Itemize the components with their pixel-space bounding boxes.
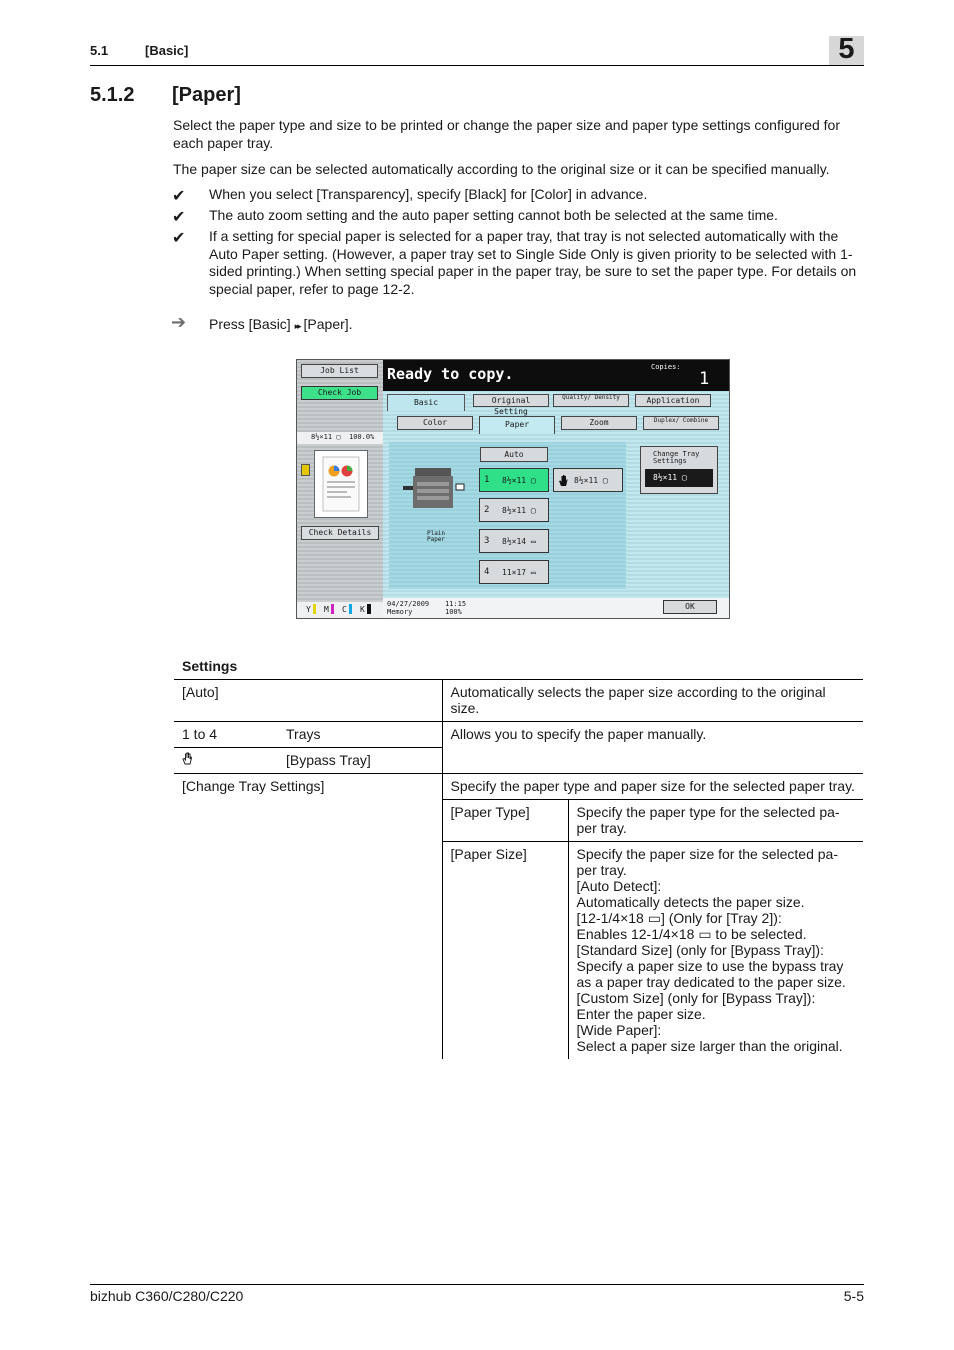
toner-black-label: K: [360, 605, 365, 614]
paper-size-line: Enter the paper size.: [576, 1006, 706, 1022]
tray-1-size: 8½×11 ▢: [502, 476, 536, 485]
tray-4-number: 4: [484, 567, 490, 577]
preview-thumbnail: [314, 450, 368, 518]
table-row: [174, 722, 863, 748]
tray-2-size: 8½×11 ▢: [502, 506, 536, 515]
header-rule: [90, 65, 864, 66]
setting-trays-label: Trays: [278, 722, 442, 748]
chapter-number: 5: [838, 33, 855, 65]
setting-bypass-tray: [Bypass Tray]: [278, 748, 442, 774]
footer-model: bizhub C360/C280/C220: [90, 1288, 244, 1304]
toner-yellow-label: Y: [306, 605, 311, 614]
table-row: [174, 774, 863, 800]
tray-3-button[interactable]: [479, 529, 549, 553]
settings-table: [174, 679, 863, 1059]
header-section-title: [Basic]: [145, 43, 189, 58]
check-job-button[interactable]: Check Job: [301, 386, 378, 400]
setting-paper-size: [Paper Size]: [442, 842, 568, 1060]
toner-black-icon: [367, 604, 371, 614]
page-title: [90, 84, 241, 107]
message-bar: [383, 360, 729, 391]
check-item-1: When you select [Transparency], specify [Black] for [Color] in advance.: [209, 186, 648, 202]
step-instruction: [209, 316, 353, 336]
date-display: 04/27/2009: [387, 600, 430, 608]
setting-paper-type-description: Specify the paper type for the selected pa-per tray.: [576, 804, 840, 836]
tab-application[interactable]: Application: [635, 394, 711, 407]
setting-auto-description: Automatically selects the paper size according to the original size.: [450, 684, 826, 716]
toner-bar: [297, 602, 383, 618]
original-icon: [301, 464, 310, 476]
paper-size-line: Automatically detects the paper size.: [576, 894, 805, 910]
setting-manual-description: Allows you to specify the paper manually.: [450, 726, 707, 742]
check-mark-icon: ✔: [172, 230, 186, 247]
bypass-tray-button[interactable]: [553, 468, 623, 492]
title-number: 5.1.2: [90, 84, 135, 106]
step-arrow-icon: ➔: [171, 312, 187, 332]
tab-quality-density[interactable]: Quality/ Density: [553, 394, 629, 407]
toner-magenta-label: M: [324, 605, 329, 614]
paper-size-line: Specify a paper size to use the bypass tray as a paper tray dedicated to the paper size.: [576, 958, 846, 990]
plain-paper-label: Plain Paper: [426, 530, 446, 543]
check-mark-icon: ✔: [172, 209, 186, 226]
auto-paper-button[interactable]: Auto: [480, 447, 548, 462]
toner-cyan-label: C: [342, 605, 347, 614]
time-display: 11:15: [445, 600, 467, 608]
toner-magenta-icon: [331, 604, 334, 614]
bypass-hand-icon: [558, 474, 568, 487]
footer-page-number: 5-5: [843, 1288, 864, 1304]
setting-change-tray: [Change Tray Settings]: [174, 774, 442, 1060]
step-text-after: [Paper].: [303, 316, 353, 332]
change-tray-settings-button[interactable]: [640, 446, 718, 494]
paper-size-line: [Wide Paper]:: [576, 1022, 662, 1038]
toner-cyan-icon: [349, 604, 352, 614]
setting-change-tray-description: Specify the paper type and paper size for the selected paper tray.: [450, 778, 855, 794]
paper-size-line: [Standard Size] (only for [Bypass Tray]):: [576, 942, 824, 958]
subtab-duplex-combine[interactable]: Duplex/ Combine: [643, 416, 719, 430]
tray-3-number: 3: [484, 536, 490, 546]
tab-original-setting[interactable]: Original Setting: [473, 394, 549, 407]
copier-machine-icon: [401, 462, 469, 512]
setting-trays-range: 1 to 4: [182, 726, 218, 742]
bypass-tray-size: 8½×11 ▢: [574, 476, 608, 485]
paper-size-line: [Custom Size] (only for [Bypass Tray]):: [576, 990, 816, 1006]
tray-2-number: 2: [484, 505, 490, 515]
copies-value: 1: [699, 369, 710, 389]
tray-4-button[interactable]: [479, 560, 549, 584]
tray-4-size: 11×17 ▭: [502, 568, 536, 577]
footer-rule: [90, 1284, 864, 1285]
paper-size-line: [12-1/4×18 ▭] (Only for [Tray 2]):: [576, 910, 782, 926]
title-text: [Paper]: [172, 84, 241, 106]
check-mark-icon: ✔: [172, 188, 186, 205]
setting-paper-size-description: [568, 842, 863, 1060]
check-item-3: If a setting for special paper is selected for a paper tray, that tray is not selected automatically with the Auto Paper setting. (However, a paper tray set to Single Side Only is given priority to be selected with 1-sided printing.) When setting special paper in the paper tray, be sure to set the paper type. For details on special paper, refer to page 12-2.: [209, 228, 857, 297]
ok-button[interactable]: OK: [663, 600, 717, 614]
paper-size-line: Select a paper size larger than the original.: [576, 1038, 843, 1054]
subtab-zoom[interactable]: Zoom: [561, 416, 637, 430]
status-bar: [297, 432, 383, 444]
subtab-paper[interactable]: Paper: [479, 416, 555, 434]
change-tray-value: 8½×11 ▢: [653, 473, 687, 482]
copier-screen: [296, 359, 730, 619]
double-arrow-icon: ▸▸: [294, 321, 300, 331]
tray-1-number: 1: [484, 475, 490, 485]
ready-message: Ready to copy.: [387, 365, 514, 383]
header-section-number: 5.1: [90, 43, 109, 58]
tray-1-button[interactable]: [479, 468, 549, 492]
table-row: [174, 680, 863, 722]
intro-paragraph-2: The paper size can be selected automatically according to the original size or it can be specified manually.: [173, 161, 830, 177]
change-tray-label: Change Tray Settings: [653, 450, 700, 465]
tab-basic[interactable]: Basic: [387, 394, 465, 411]
paper-size-line: [Auto Detect]:: [576, 878, 662, 894]
tray-2-button[interactable]: [479, 498, 549, 522]
paper-size-line: Specify the paper size for the selected pa-per tray.: [576, 846, 838, 878]
toner-yellow-icon: [313, 604, 316, 614]
status-paper-size: 8½×11 ▢: [311, 433, 341, 441]
check-details-button[interactable]: Check Details: [301, 526, 379, 540]
settings-heading: Settings: [182, 658, 238, 674]
setting-paper-type: [Paper Type]: [442, 800, 568, 842]
intro-paragraph-1: Select the paper type and size to be printed or change the paper size and paper type settings configured for each paper tray.: [173, 117, 840, 151]
job-list-button[interactable]: Job List: [301, 364, 378, 378]
subtab-color[interactable]: Color: [397, 416, 473, 430]
memory-value: 100%: [445, 608, 462, 616]
bypass-hand-icon: [182, 752, 192, 765]
paper-size-line: Enables 12-1/4×18 ▭ to be selected.: [576, 926, 807, 942]
bypass-icon-cell: [174, 748, 278, 774]
step-text-before: Press [Basic]: [209, 316, 291, 332]
copies-label: Copies:: [651, 363, 681, 371]
change-tray-value-box: [645, 469, 713, 487]
bottom-bar: [383, 598, 729, 618]
memory-label: Memory: [387, 608, 413, 616]
status-zoom: 100.0%: [349, 433, 375, 441]
check-item-2: The auto zoom setting and the auto paper setting cannot both be selected at the same time.: [209, 207, 778, 223]
setting-auto: [Auto]: [174, 680, 442, 722]
tray-3-size: 8½×14 ▭: [502, 537, 536, 546]
